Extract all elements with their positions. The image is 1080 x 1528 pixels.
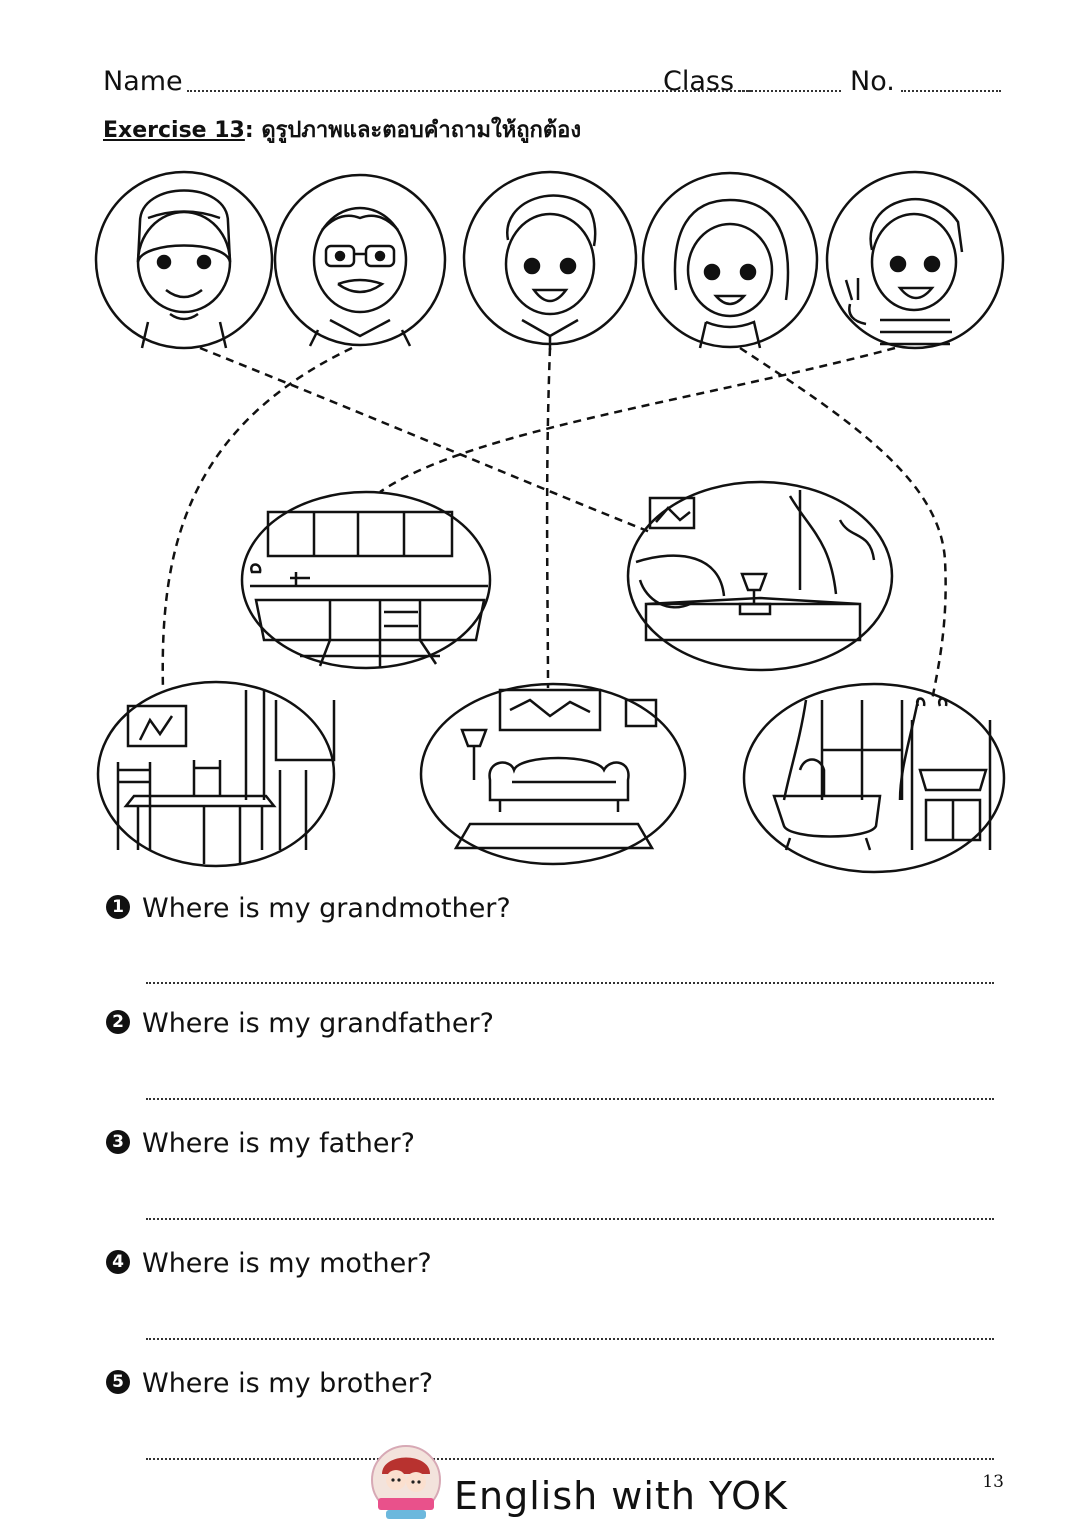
name-label: Name xyxy=(103,66,183,97)
father-icon xyxy=(464,172,636,350)
line-brother-kitchen xyxy=(380,348,895,492)
question-text: Where is my brother? xyxy=(142,1368,434,1399)
answer-line-2[interactable] xyxy=(146,1098,994,1100)
question-number: 4 xyxy=(106,1250,130,1274)
bathroom-icon xyxy=(744,684,1004,872)
question-number: 5 xyxy=(106,1370,130,1394)
connection-lines xyxy=(163,348,946,700)
question-number: 2 xyxy=(106,1010,130,1034)
no-label: No. xyxy=(850,66,895,97)
bedroom-icon xyxy=(628,482,892,670)
living-room-icon xyxy=(421,684,685,864)
question-text: Where is my grandfather? xyxy=(142,1008,494,1039)
answer-line-1[interactable] xyxy=(146,982,994,984)
line-father-living xyxy=(547,348,550,688)
brother-icon xyxy=(827,172,1003,348)
footer-brand xyxy=(368,1440,788,1528)
kitchen-icon xyxy=(242,492,490,668)
mother-icon xyxy=(643,173,817,348)
question-number: 1 xyxy=(106,895,130,919)
question-1 xyxy=(106,893,511,924)
question-text: Where is my father? xyxy=(142,1128,415,1159)
question-number: 3 xyxy=(106,1130,130,1154)
question-3 xyxy=(106,1128,415,1159)
answer-line-3[interactable] xyxy=(146,1218,994,1220)
line-grandmother-bedroom xyxy=(200,348,650,532)
exercise-number: Exercise 13 xyxy=(103,118,245,143)
question-2 xyxy=(106,1008,494,1039)
brand-name: English with YOK xyxy=(454,1474,788,1518)
question-5 xyxy=(106,1368,433,1399)
answer-line-4[interactable] xyxy=(146,1338,994,1340)
grandfather-icon xyxy=(275,175,445,346)
english-with-yok-logo xyxy=(368,1440,444,1524)
dining-room-icon xyxy=(98,682,334,866)
page-number: 13 xyxy=(982,1472,1004,1492)
question-text: Where is my mother? xyxy=(142,1248,432,1279)
grandmother-icon xyxy=(96,172,272,348)
class-label: Class xyxy=(663,66,735,97)
question-text: Where is my grandmother? xyxy=(142,893,511,924)
question-4 xyxy=(106,1248,432,1279)
exercise-instruction: : ดูรูปภาพและตอบคำถามให้ถูกต้อง xyxy=(244,118,582,143)
